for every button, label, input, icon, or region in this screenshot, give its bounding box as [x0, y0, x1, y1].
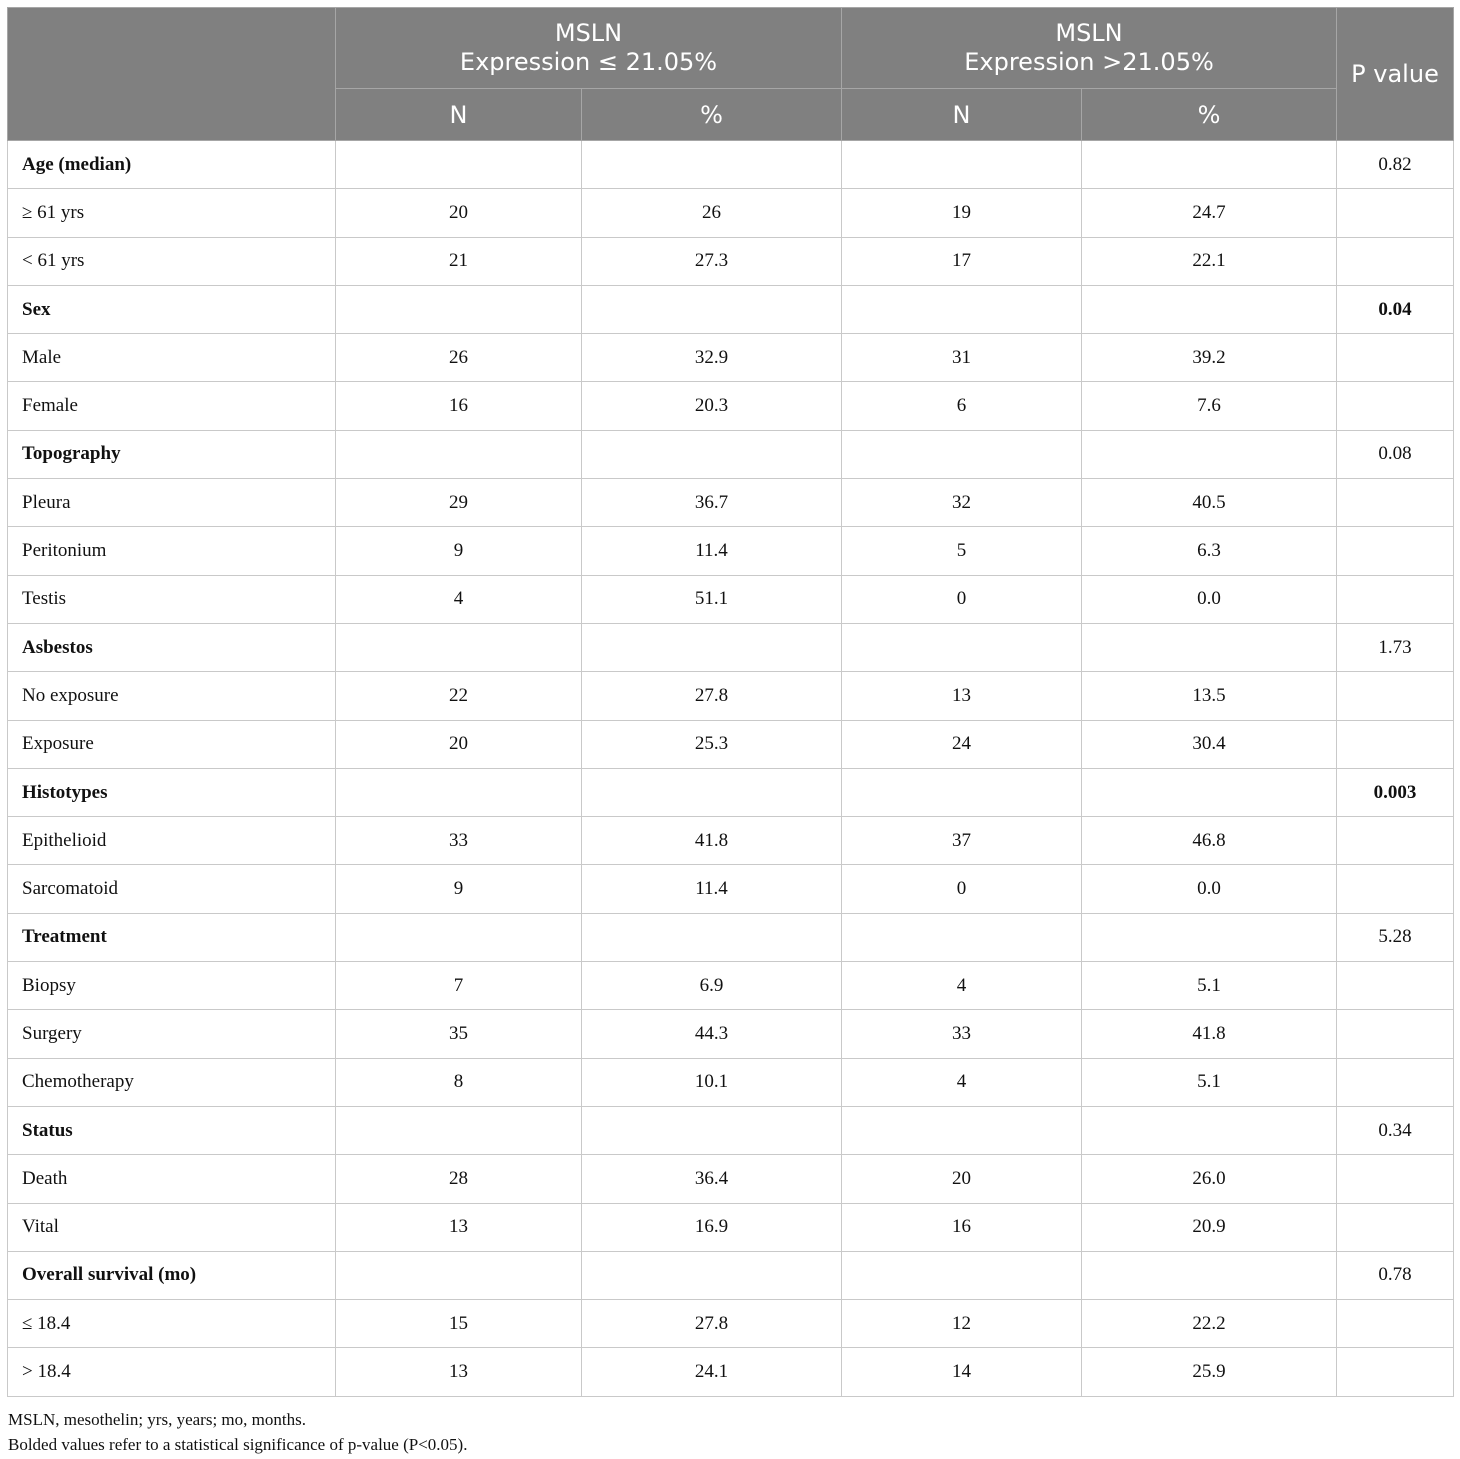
cell-percent-high: 25.9: [1082, 1348, 1337, 1396]
cell-pvalue: [1337, 1203, 1454, 1251]
row-label: Asbestos: [8, 623, 336, 671]
cell-percent-high: 7.6: [1082, 382, 1337, 430]
table-row: [8, 1155, 1454, 1203]
cell-percent-low: [582, 141, 842, 189]
row-label: Female: [8, 382, 336, 430]
cell-n-low: [336, 768, 582, 816]
row-label: Sarcomatoid: [8, 865, 336, 913]
table-body: [8, 141, 1454, 1397]
cell-n-low: 9: [336, 865, 582, 913]
cell-n-high: 12: [842, 1300, 1082, 1348]
header-group-high-expression: [842, 8, 1337, 89]
cell-pvalue: [1337, 237, 1454, 285]
table-row: [8, 1203, 1454, 1251]
cell-percent-high: 26.0: [1082, 1155, 1337, 1203]
table-row: [8, 479, 1454, 527]
table-row: [8, 672, 1454, 720]
cell-n-low: 20: [336, 189, 582, 237]
cell-percent-low: 25.3: [582, 720, 842, 768]
table-section-row: [8, 1251, 1454, 1299]
cell-percent-low: [582, 430, 842, 478]
header-row-top: [8, 8, 1454, 89]
header-pvalue: P value: [1337, 8, 1454, 141]
cell-n-low: 35: [336, 1010, 582, 1058]
cell-percent-low: 32.9: [582, 334, 842, 382]
row-label: Pleura: [8, 479, 336, 527]
cell-n-low: [336, 623, 582, 671]
cell-n-low: 7: [336, 962, 582, 1010]
header-group1-line2: Expression ≤ 21.05%: [459, 48, 718, 76]
header-percent-low: %: [582, 89, 842, 141]
cell-pvalue: [1337, 1348, 1454, 1396]
row-label: Age (median): [8, 141, 336, 189]
row-label: Topography: [8, 430, 336, 478]
cell-n-high: 33: [842, 1010, 1082, 1058]
cell-percent-low: 20.3: [582, 382, 842, 430]
row-label: Testis: [8, 575, 336, 623]
header-group2-line1: MSLN: [1055, 19, 1123, 47]
row-label: Chemotherapy: [8, 1058, 336, 1106]
cell-n-high: 5: [842, 527, 1082, 575]
row-label: Exposure: [8, 720, 336, 768]
cell-n-low: 29: [336, 479, 582, 527]
cell-n-low: 33: [336, 817, 582, 865]
cell-percent-high: 30.4: [1082, 720, 1337, 768]
table-footnotes: [8, 1407, 467, 1457]
cell-n-low: 9: [336, 527, 582, 575]
row-label: Surgery: [8, 1010, 336, 1058]
header-group-low-expression: [336, 8, 842, 89]
row-label: Male: [8, 334, 336, 382]
table-row: [8, 1058, 1454, 1106]
cell-percent-high: 0.0: [1082, 575, 1337, 623]
cell-percent-low: [582, 623, 842, 671]
cell-percent-high: 5.1: [1082, 1058, 1337, 1106]
cell-percent-high: 13.5: [1082, 672, 1337, 720]
cell-n-high: 31: [842, 334, 1082, 382]
cell-percent-low: 26: [582, 189, 842, 237]
row-label: Epithelioid: [8, 817, 336, 865]
table-section-row: [8, 768, 1454, 816]
header-group2-line2: Expression >21.05%: [964, 48, 1214, 76]
cell-percent-low: 10.1: [582, 1058, 842, 1106]
cell-percent-high: [1082, 1106, 1337, 1154]
cell-pvalue: 0.78: [1337, 1251, 1454, 1299]
table-section-row: [8, 285, 1454, 333]
cell-n-high: 13: [842, 672, 1082, 720]
cell-percent-low: 36.4: [582, 1155, 842, 1203]
table-header: [8, 8, 1454, 141]
cell-n-high: 19: [842, 189, 1082, 237]
cell-n-low: 26: [336, 334, 582, 382]
cell-pvalue: [1337, 1155, 1454, 1203]
header-n-low: N: [336, 89, 582, 141]
cell-percent-high: 46.8: [1082, 817, 1337, 865]
cell-n-high: 32: [842, 479, 1082, 527]
cell-n-high: 37: [842, 817, 1082, 865]
cell-percent-high: 41.8: [1082, 1010, 1337, 1058]
row-label: Sex: [8, 285, 336, 333]
cell-n-low: 20: [336, 720, 582, 768]
row-label: ≤ 18.4: [8, 1300, 336, 1348]
row-label: Treatment: [8, 913, 336, 961]
cell-percent-low: [582, 913, 842, 961]
table-row: [8, 1010, 1454, 1058]
cell-pvalue: 0.34: [1337, 1106, 1454, 1154]
table-row: [8, 237, 1454, 285]
cell-n-high: 17: [842, 237, 1082, 285]
cell-percent-low: [582, 1251, 842, 1299]
row-label: Peritonium: [8, 527, 336, 575]
header-blank-cell: [8, 8, 336, 141]
cell-percent-low: 27.8: [582, 1300, 842, 1348]
cell-percent-low: 6.9: [582, 962, 842, 1010]
cell-percent-high: [1082, 768, 1337, 816]
cell-n-high: [842, 1251, 1082, 1299]
cell-n-low: 28: [336, 1155, 582, 1203]
cell-percent-low: [582, 1106, 842, 1154]
cell-n-low: [336, 285, 582, 333]
table-row: [8, 527, 1454, 575]
table-section-row: [8, 913, 1454, 961]
cell-n-high: [842, 1106, 1082, 1154]
cell-n-high: 0: [842, 575, 1082, 623]
cell-pvalue: [1337, 575, 1454, 623]
cell-n-high: [842, 913, 1082, 961]
table-row: [8, 189, 1454, 237]
cell-n-high: 14: [842, 1348, 1082, 1396]
row-label: Histotypes: [8, 768, 336, 816]
header-group1-line1: MSLN: [554, 19, 623, 47]
cell-pvalue: [1337, 1010, 1454, 1058]
cell-n-high: 4: [842, 962, 1082, 1010]
cell-n-low: 13: [336, 1348, 582, 1396]
cell-pvalue: [1337, 865, 1454, 913]
cell-percent-low: 36.7: [582, 479, 842, 527]
cell-n-high: 20: [842, 1155, 1082, 1203]
footnote-significance: Bolded values refer to a statistical significance of p-value (P<0.05).: [8, 1435, 468, 1454]
header-percent-high: %: [1082, 89, 1337, 141]
cell-percent-high: 5.1: [1082, 962, 1337, 1010]
cell-n-low: 16: [336, 382, 582, 430]
cell-percent-low: 11.4: [582, 527, 842, 575]
cell-pvalue: [1337, 962, 1454, 1010]
cell-n-high: 0: [842, 865, 1082, 913]
cell-n-low: 13: [336, 1203, 582, 1251]
cell-n-low: 8: [336, 1058, 582, 1106]
cell-pvalue: [1337, 189, 1454, 237]
cell-pvalue: [1337, 479, 1454, 527]
cell-pvalue: [1337, 334, 1454, 382]
cell-percent-high: 24.7: [1082, 189, 1337, 237]
footnote-abbreviations: MSLN, mesothelin; yrs, years; mo, months.: [8, 1410, 306, 1429]
cell-pvalue: [1337, 527, 1454, 575]
row-label: Overall survival (mo): [8, 1251, 336, 1299]
cell-pvalue: [1337, 382, 1454, 430]
cell-percent-high: 39.2: [1082, 334, 1337, 382]
cell-n-high: [842, 623, 1082, 671]
cell-n-low: 4: [336, 575, 582, 623]
cell-pvalue: 0.82: [1337, 141, 1454, 189]
row-label: Status: [8, 1106, 336, 1154]
cell-pvalue: 0.04: [1337, 285, 1454, 333]
cell-pvalue: [1337, 1300, 1454, 1348]
cell-n-high: [842, 141, 1082, 189]
table-row: [8, 962, 1454, 1010]
header-n-high: N: [842, 89, 1082, 141]
cell-percent-low: 41.8: [582, 817, 842, 865]
cell-pvalue: 0.003: [1337, 768, 1454, 816]
cell-pvalue: [1337, 817, 1454, 865]
table-section-row: [8, 623, 1454, 671]
cell-percent-low: 27.8: [582, 672, 842, 720]
table-row: [8, 334, 1454, 382]
cell-n-low: [336, 1251, 582, 1299]
cell-n-low: [336, 913, 582, 961]
cell-pvalue: 0.08: [1337, 430, 1454, 478]
cell-percent-low: 51.1: [582, 575, 842, 623]
cell-percent-high: 20.9: [1082, 1203, 1337, 1251]
cell-percent-high: [1082, 141, 1337, 189]
cell-percent-low: 27.3: [582, 237, 842, 285]
cell-n-high: [842, 285, 1082, 333]
cell-percent-high: [1082, 285, 1337, 333]
cell-percent-low: 44.3: [582, 1010, 842, 1058]
cell-percent-high: [1082, 430, 1337, 478]
row-label: Biopsy: [8, 962, 336, 1010]
row-label: < 61 yrs: [8, 237, 336, 285]
table-row: [8, 382, 1454, 430]
cell-pvalue: [1337, 720, 1454, 768]
cell-pvalue: [1337, 1058, 1454, 1106]
table-row: [8, 817, 1454, 865]
cell-percent-low: 24.1: [582, 1348, 842, 1396]
cell-percent-high: 22.1: [1082, 237, 1337, 285]
table-row: [8, 1300, 1454, 1348]
cell-percent-low: [582, 285, 842, 333]
cell-percent-low: [582, 768, 842, 816]
cell-percent-high: [1082, 623, 1337, 671]
cell-n-high: [842, 768, 1082, 816]
cell-percent-high: 0.0: [1082, 865, 1337, 913]
cell-n-high: 24: [842, 720, 1082, 768]
cell-pvalue: [1337, 672, 1454, 720]
table-row: [8, 575, 1454, 623]
cell-n-low: [336, 430, 582, 478]
cell-percent-high: 6.3: [1082, 527, 1337, 575]
cell-n-high: 16: [842, 1203, 1082, 1251]
cell-percent-high: [1082, 1251, 1337, 1299]
cell-percent-low: 11.4: [582, 865, 842, 913]
cell-percent-high: [1082, 913, 1337, 961]
table-row: [8, 1348, 1454, 1396]
cell-n-low: 21: [336, 237, 582, 285]
row-label: No exposure: [8, 672, 336, 720]
cell-n-low: 22: [336, 672, 582, 720]
cell-n-low: [336, 1106, 582, 1154]
table-row: [8, 865, 1454, 913]
cell-n-high: [842, 430, 1082, 478]
cell-n-low: [336, 141, 582, 189]
table-section-row: [8, 430, 1454, 478]
table-section-row: [8, 1106, 1454, 1154]
cell-n-high: 4: [842, 1058, 1082, 1106]
row-label: Death: [8, 1155, 336, 1203]
table-row: [8, 720, 1454, 768]
row-label: Vital: [8, 1203, 336, 1251]
data-table: [7, 7, 1454, 1397]
cell-n-low: 15: [336, 1300, 582, 1348]
cell-percent-high: 22.2: [1082, 1300, 1337, 1348]
cell-pvalue: 5.28: [1337, 913, 1454, 961]
cell-n-high: 6: [842, 382, 1082, 430]
row-label: ≥ 61 yrs: [8, 189, 336, 237]
table-section-row: [8, 141, 1454, 189]
cell-percent-high: 40.5: [1082, 479, 1337, 527]
cell-percent-low: 16.9: [582, 1203, 842, 1251]
cell-pvalue: 1.73: [1337, 623, 1454, 671]
row-label: > 18.4: [8, 1348, 336, 1396]
